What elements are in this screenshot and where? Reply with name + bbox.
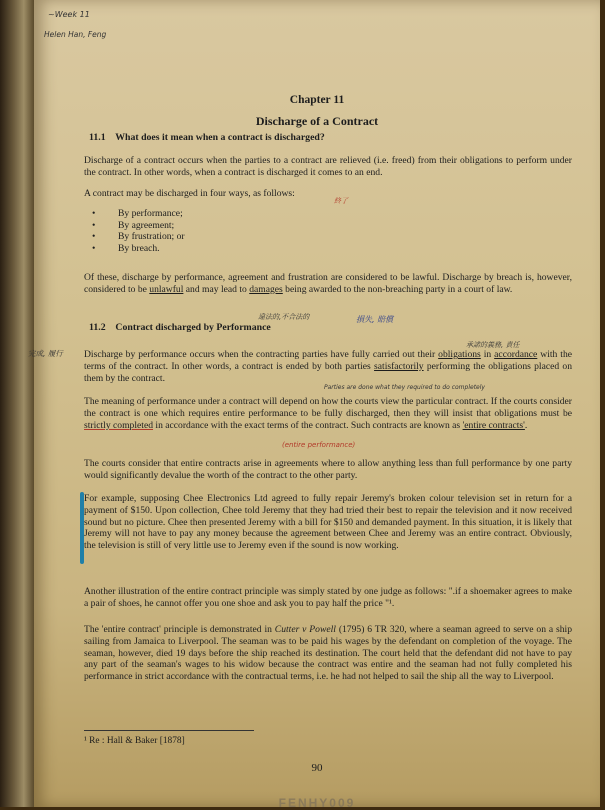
underlined-unlawful: unlawful xyxy=(149,283,184,295)
list-item: • By breach. xyxy=(92,243,185,255)
desk-background xyxy=(0,0,34,807)
list-item: • By agreement; xyxy=(92,220,185,232)
discharge-ways-list xyxy=(92,208,185,255)
handwritten-left-note: 完成, 履行 xyxy=(28,349,63,358)
bottom-stamp: FENHY009 xyxy=(278,796,356,810)
underlined-accordance: accordance xyxy=(494,349,538,360)
paragraph-performance xyxy=(84,349,572,384)
handwritten-names: Helen Han, Feng xyxy=(44,30,107,39)
section-number: 11.2 xyxy=(89,322,106,333)
text-run: and may lead to xyxy=(183,283,250,295)
paragraph-shoemaker: Another illustration of the entire contract principle was simply stated by one judge as follows: ".if a shoemaker agrees to make a pair of shoes, he cannot offer you one shoe and ask you to pay half the price "¹. xyxy=(84,586,572,609)
text-run: The meaning of performance under a contract will depend on how the courts view the particular contract. If the courts consider the contract is one which requires entire performance to be fully discharged, then they will insist that obligations must be xyxy=(84,396,572,419)
book-page xyxy=(28,0,600,810)
section-number: 11.1 xyxy=(89,132,106,143)
handwritten-end-note: 終了 xyxy=(334,197,348,205)
paragraph-entire-arise: The courts consider that entire contracts arise in agreements where to allow anything less than full performance by one party would significantly devalue the worth of the contract to the other party. xyxy=(84,458,572,481)
footnote-divider xyxy=(84,730,254,731)
section-title: What does it mean when a contract is discharged? xyxy=(115,132,325,143)
text-run: . xyxy=(524,419,528,431)
handwritten-obligations-note: 承諾的義務, 責任 xyxy=(466,341,520,349)
paragraph-lawful xyxy=(84,272,572,296)
list-item: • By performance; xyxy=(92,208,185,220)
paragraph-four-ways: A contract may be discharged in four ways, as follows: xyxy=(84,188,295,199)
underlined-entire-contracts: 'entire contracts' xyxy=(462,419,525,431)
handwritten-entire-performance-note: (entire performance) xyxy=(282,441,356,449)
text-run: being awarded to the non-breaching party in a court of law. xyxy=(282,283,513,295)
underlined-damages: damages xyxy=(249,283,283,295)
list-item: • By frustration; or xyxy=(92,231,185,243)
footnote: ¹ Re : Hall & Baker [1878] xyxy=(84,736,185,746)
case-name: Cutter v Powell xyxy=(274,624,336,635)
paragraph-definition: Discharge of a contract occurs when the parties to a contract are relieved (i.e. freed) from their obligations to perform under the contract. In other words, when a contract is discharged it comes to an end. xyxy=(84,155,572,178)
paragraph-cutter-powell xyxy=(84,624,572,683)
chapter-title: Discharge of a Contract xyxy=(255,114,379,128)
text-run: with the terms of the contract. In other words, a contract is ended by both parties xyxy=(84,349,572,372)
paragraph-example: For example, supposing Chee Electronics Ltd agreed to fully repair Jeremy's broken colour television set in return for a payment of $150. Upon collection, Chee told Jeremy that they had tried their best to repair the television and it now received sound but no picture. Chee then presented Jeremy with a bill for $150 and demanded payment. In this situation, it is likely that Jeremy will not have to pay any money because the agreement between Chee and Jeremy was an entire contract. Obviously, the television is still of very little use to Jeremy even if the sound is now working. xyxy=(84,493,572,552)
section-11-2-heading xyxy=(89,322,271,333)
paragraph-meaning xyxy=(84,396,572,431)
text-run: Discharge by performance occurs when the contracting parties have fully carried out their xyxy=(84,349,439,360)
text-run: The 'entire contract' principle is demonstrated in xyxy=(84,624,275,635)
handwritten-parties-note: Parties are done what they required to do completely xyxy=(324,384,485,391)
text-run: (1795) 6 TR 320, where a seaman agreed to serve on a ship sailing from Jamaica to Liverpool. The seaman was to be paid his wages by the defendant on completion of the voyage. The seaman, however, died 19 days before the ship reached its destination. The court held that the defendant did not have to pay any part of the seaman's wages to his widow because the contract was entire and the seaman had not fully completed his performance in strict accordance with the contractual terms, i.e. he had not helped to sail the ship all the way to Liverpool. xyxy=(84,624,572,683)
handwritten-damages-note: 損失, 賠償 xyxy=(356,315,394,324)
text-run: performing the obligations placed on them by the contract. xyxy=(84,360,572,384)
text-run: in accordance with the exact terms of the contract. Such contracts are known as xyxy=(153,419,463,431)
underlined-obligations: obligations xyxy=(438,349,481,360)
text-run: in xyxy=(480,349,495,360)
section-title: Contract discharged by Performance xyxy=(115,322,271,333)
underlined-strictly-completed: strictly completed xyxy=(84,419,154,431)
handwritten-unlawful-note: 違法的,不合法的 xyxy=(258,313,310,321)
section-11-1-heading xyxy=(89,132,325,143)
chapter-number: Chapter 11 xyxy=(289,94,345,106)
page-number: 90 xyxy=(311,762,323,774)
handwritten-week-note: ~Week 11 xyxy=(48,10,90,19)
underlined-satisfactorily: satisfactorily xyxy=(374,360,424,372)
text-run: Of these, discharge by performance, agreement and frustration are considered to be lawful. Discharge by breach is, however, considered to be xyxy=(84,272,572,295)
